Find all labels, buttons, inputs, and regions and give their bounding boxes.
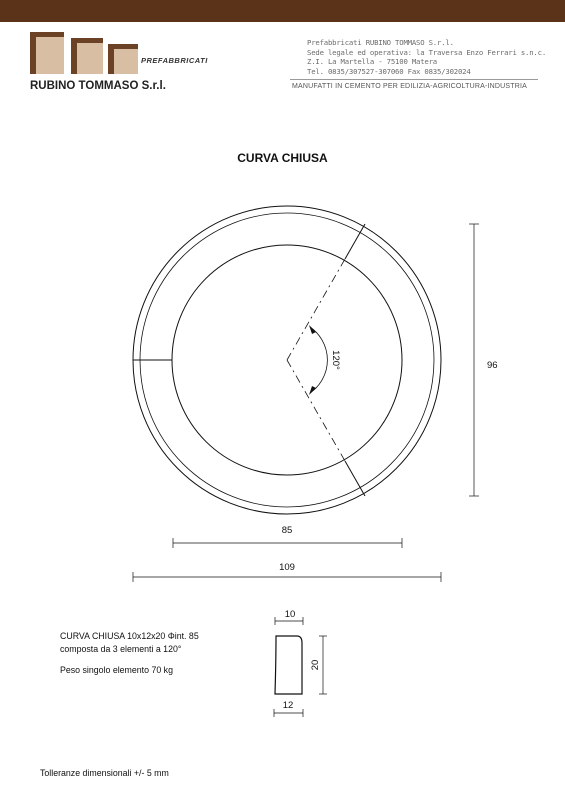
angle-arrow [309,325,316,334]
address-line: Prefabbricati RUBINO TOMMASO S.r.l. [307,38,454,47]
spec-line-composition: composta da 3 elementi a 120° [60,644,182,654]
dim-label-height: 96 [487,360,498,371]
spec-line-weight: Peso singolo elemento 70 kg [60,665,173,675]
address-line: Z.I. La Martella - 75100 Matera [307,57,437,67]
company-tagline: MANUFATTI IN CEMENTO PER EDILIZIA-AGRICOLTURA-INDUSTRIA [292,83,528,90]
center-dash-line [287,259,345,360]
section-label-bottom: 12 [282,700,294,711]
angle-label: 120° [330,350,341,370]
address-line: Tel. 0835/307527-307060 Fax 0835/302024 [307,66,471,76]
tolerance-note: Tolleranze dimensionali +/- 5 mm [40,768,169,778]
angle-arc [310,327,327,393]
company-name: RUBINO TOMMASO S.r.l. [30,80,166,92]
drawing-title: CURVA CHIUSA [237,151,328,165]
dim-label-inner: 85 [281,525,293,536]
section-label-top: 10 [284,609,296,620]
center-dash-line [287,360,345,461]
logo-tagline: PREFABBRICATI [141,56,208,65]
spec-line-product: CURVA CHIUSA 10x12x20 Φint. 85 [60,631,199,641]
dim-label-outer: 109 [279,562,295,573]
angle-arrow [309,386,316,395]
address-line: Sede legale ed operativa: la Traversa Enzo Ferrari s.n.c. [307,47,547,57]
cross-section [275,636,302,694]
section-label-height: 20 [310,659,321,671]
